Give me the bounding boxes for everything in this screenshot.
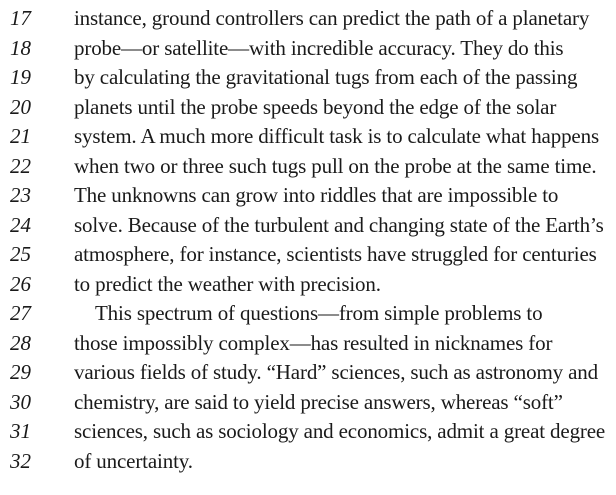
line-number: 18	[10, 35, 31, 60]
line-number: 30	[10, 389, 31, 414]
text-line	[0, 329, 616, 358]
text-line	[0, 358, 616, 387]
line-text: planets until the probe speeds beyond the edge of the solar	[74, 94, 557, 119]
line-number: 20	[10, 94, 31, 119]
text-line	[0, 4, 616, 33]
text-line	[0, 447, 616, 476]
line-number: 29	[10, 360, 31, 384]
line-text: chemistry, are said to yield precise answers, whereas “soft”	[74, 389, 563, 414]
line-number: 23	[10, 183, 31, 207]
text-line	[0, 93, 616, 122]
line-number: 28	[10, 330, 31, 355]
text-line	[0, 122, 616, 151]
text-line	[0, 388, 616, 417]
line-number: 24	[10, 212, 31, 237]
line-number: 31	[10, 419, 31, 443]
line-text: of uncertainty.	[74, 448, 193, 473]
line-text: This spectrum of questions—from simple problems to	[95, 301, 543, 325]
text-line	[0, 211, 616, 240]
line-text: The unknowns can grow into riddles that are impossible to	[74, 183, 559, 207]
line-text: various fields of study. “Hard” sciences, such as astronomy and	[74, 360, 598, 384]
line-text: atmosphere, for instance, scientists have struggled for centuries	[74, 242, 597, 266]
line-text: to predict the weather with precision.	[74, 271, 381, 296]
text-line	[0, 240, 616, 269]
line-number: 22	[10, 153, 31, 178]
line-text: instance, ground controllers can predict the path of a planetary	[74, 6, 590, 30]
line-text: by calculating the gravitational tugs from each of the passing	[74, 65, 578, 89]
line-text: those impossibly complex—has resulted in nicknames for	[74, 330, 553, 355]
line-number: 21	[10, 124, 31, 148]
text-line	[0, 181, 616, 210]
line-text: sciences, such as sociology and economics, admit a great degree	[74, 419, 606, 443]
line-text: probe—or satellite—with incredible accuracy. They do this	[74, 35, 564, 60]
line-text: solve. Because of the turbulent and changing state of the Earth’s	[74, 212, 604, 237]
line-number: 27	[10, 301, 31, 325]
text-line	[0, 299, 616, 328]
line-number: 19	[10, 65, 31, 89]
line-number: 32	[10, 448, 31, 473]
line-text: when two or three such tugs pull on the probe at the same time.	[74, 153, 597, 178]
text-line	[0, 417, 616, 446]
text-line	[0, 270, 616, 299]
line-number: 17	[10, 6, 31, 30]
text-line	[0, 34, 616, 63]
line-number: 25	[10, 242, 31, 266]
line-number: 26	[10, 271, 31, 296]
line-text: system. A much more difficult task is to calculate what happens	[74, 124, 599, 148]
text-line	[0, 63, 616, 92]
text-line	[0, 152, 616, 181]
